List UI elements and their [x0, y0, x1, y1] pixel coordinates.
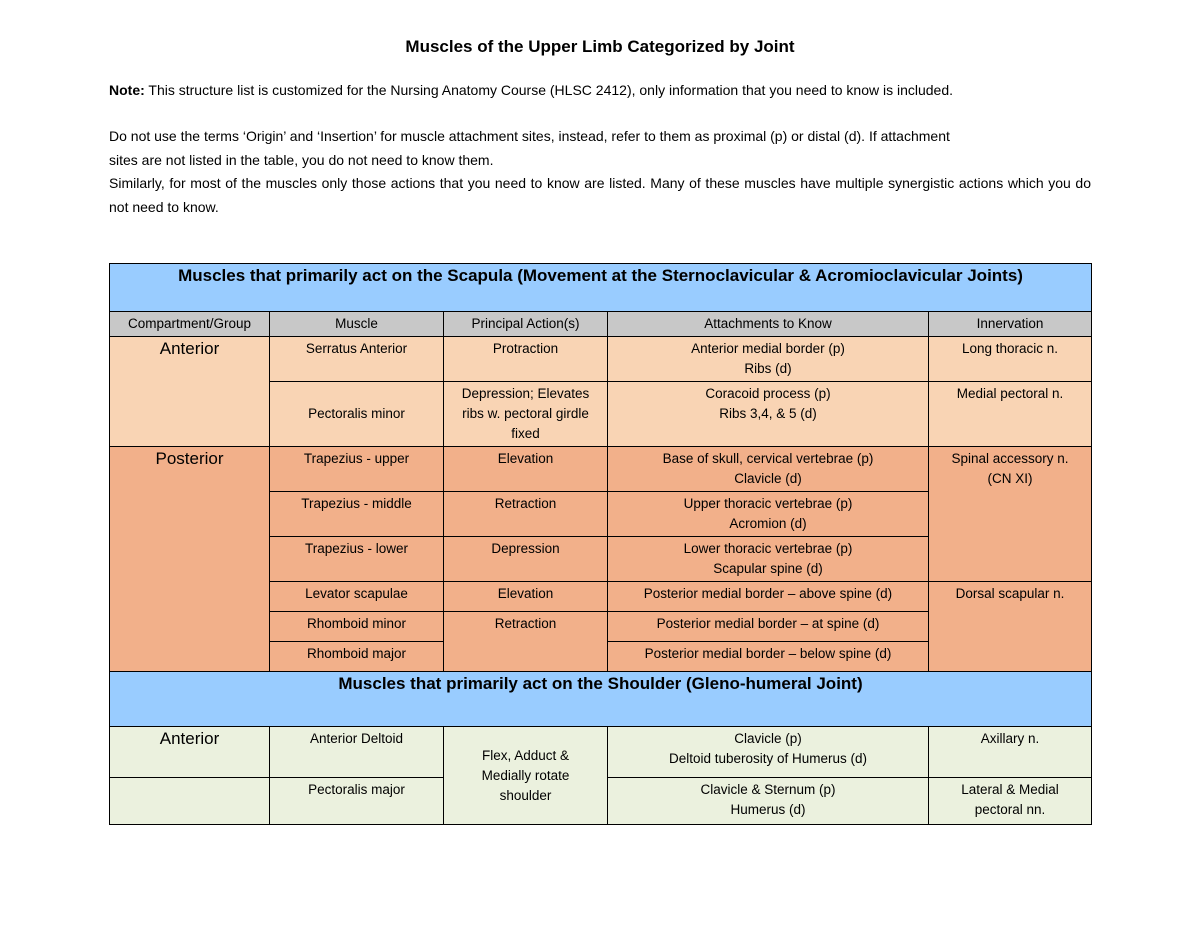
table-row: [110, 337, 1092, 382]
innervation-cell: Dorsal scapular n.: [929, 582, 1092, 672]
attachment-cell: Posterior medial border – at spine (d): [608, 612, 929, 642]
attachment-line: Humerus (d): [730, 802, 806, 817]
table-row: [110, 447, 1092, 492]
action-line: ribs w. pectoral girdle: [462, 406, 589, 421]
attachment-line: Ribs (d): [744, 361, 792, 376]
column-header-row: [110, 312, 1092, 337]
attachment-line: Clavicle (d): [734, 471, 802, 486]
muscle-cell: Trapezius - middle: [270, 492, 444, 537]
muscle-cell: Levator scapulae: [270, 582, 444, 612]
muscle-cell: Pectoralis minor: [270, 382, 444, 447]
attachment-line: Clavicle & Sternum (p): [700, 782, 836, 797]
attachment-line: Ribs 3,4, & 5 (d): [719, 406, 817, 421]
note-label: Note:: [109, 82, 145, 98]
note-paragraph: [109, 79, 1091, 103]
group-anterior-shoulder: Anterior: [110, 727, 270, 778]
muscle-cell: Rhomboid major: [270, 642, 444, 672]
column-header: Innervation: [929, 312, 1092, 337]
attachment-cell: [608, 492, 929, 537]
innervation-line: (CN XI): [987, 471, 1033, 486]
attachment-cell: [608, 337, 929, 382]
attachment-line: Scapular spine (d): [713, 561, 823, 576]
innervation-cell: Medial pectoral n.: [929, 382, 1092, 447]
innervation-line: Lateral & Medial: [961, 782, 1059, 797]
action-cell: [444, 382, 608, 447]
innervation-cell: [929, 447, 1092, 582]
note-text: This structure list is customized for the Nursing Anatomy Course (HLSC 2412), only information that you need to know is included.: [144, 82, 954, 98]
attachment-line: Anterior medial border (p): [691, 341, 845, 356]
column-header: Muscle: [270, 312, 444, 337]
action-line: Medially rotate: [481, 767, 570, 783]
scapula-heading: Muscles that primarily act on the Scapula (Movement at the Sternoclavicular & Acromioclavicular Joints): [110, 264, 1092, 312]
actions-paragraph: Similarly, for most of the muscles only those actions that you need to know are listed. Many of these muscles have multiple synergistic actions which you do not need to know.: [109, 175, 1091, 215]
action-cell: Elevation: [444, 582, 608, 612]
muscles-table: [109, 263, 1092, 825]
action-line: fixed: [511, 426, 540, 441]
attachment-line: Lower thoracic vertebrae (p): [683, 541, 853, 556]
attachment-line: Coracoid process (p): [705, 386, 831, 401]
column-header: Principal Action(s): [444, 312, 608, 337]
document-title: Muscles of the Upper Limb Categorized by Joint: [405, 37, 795, 56]
attachment-cell: [608, 778, 929, 825]
attachment-cell: [608, 447, 929, 492]
attachment-line: Base of skull, cervical vertebrae (p): [662, 451, 874, 466]
table-row: [110, 727, 1092, 778]
column-header: Compartment/Group: [110, 312, 270, 337]
muscle-cell: Pectoralis major: [270, 778, 444, 825]
shoulder-section-header: [110, 672, 1092, 727]
muscle-cell: Trapezius - lower: [270, 537, 444, 582]
attachment-cell: Posterior medial border – above spine (d): [608, 582, 929, 612]
group-anterior-scapula: Anterior: [110, 337, 270, 447]
action-line: Depression; Elevates: [461, 386, 590, 401]
attachment-cell: [608, 382, 929, 447]
group-posterior-scapula: Posterior: [110, 447, 270, 672]
muscle-cell: Rhomboid minor: [270, 612, 444, 642]
terminology-line-1: Do not use the terms ‘Origin’ and ‘Insertion’ for muscle attachment sites, instead, refer to them as proximal (p) or distal (d). If attachment: [109, 128, 950, 144]
action-cell: Depression: [444, 537, 608, 582]
attachment-cell: [608, 537, 929, 582]
terminology-paragraph: [109, 125, 1091, 172]
attachment-cell: Posterior medial border – below spine (d): [608, 642, 929, 672]
attachment-line: Clavicle (p): [734, 731, 802, 746]
action-cell: Elevation: [444, 447, 608, 492]
muscle-cell: Anterior Deltoid: [270, 727, 444, 778]
action-cell: Retraction: [444, 492, 608, 537]
action-line: Flex, Adduct &: [481, 747, 570, 763]
attachment-line: Deltoid tuberosity of Humerus (d): [668, 751, 868, 766]
shoulder-heading: Muscles that primarily act on the Shoulder (Gleno-humeral Joint): [110, 672, 1092, 727]
scapula-section-header: [110, 264, 1092, 312]
innervation-cell: Axillary n.: [929, 727, 1092, 778]
action-cell: Retraction: [444, 612, 608, 672]
attachment-line: Upper thoracic vertebrae (p): [683, 496, 853, 511]
action-cell: Protraction: [444, 337, 608, 382]
terminology-line-2: sites are not listed in the table, you do not need to know them.: [109, 151, 494, 168]
innervation-line: pectoral nn.: [974, 802, 1046, 817]
column-header: Attachments to Know: [608, 312, 929, 337]
attachment-cell: [608, 727, 929, 778]
muscle-cell: Serratus Anterior: [270, 337, 444, 382]
innervation-cell: Long thoracic n.: [929, 337, 1092, 382]
action-cell: [444, 727, 608, 825]
group-empty-cell: [110, 778, 270, 825]
innervation-cell: [929, 778, 1092, 825]
attachment-line: Acromion (d): [729, 516, 807, 531]
muscle-cell: Trapezius - upper: [270, 447, 444, 492]
innervation-line: Spinal accessory n.: [951, 451, 1069, 466]
action-line: shoulder: [499, 787, 552, 803]
